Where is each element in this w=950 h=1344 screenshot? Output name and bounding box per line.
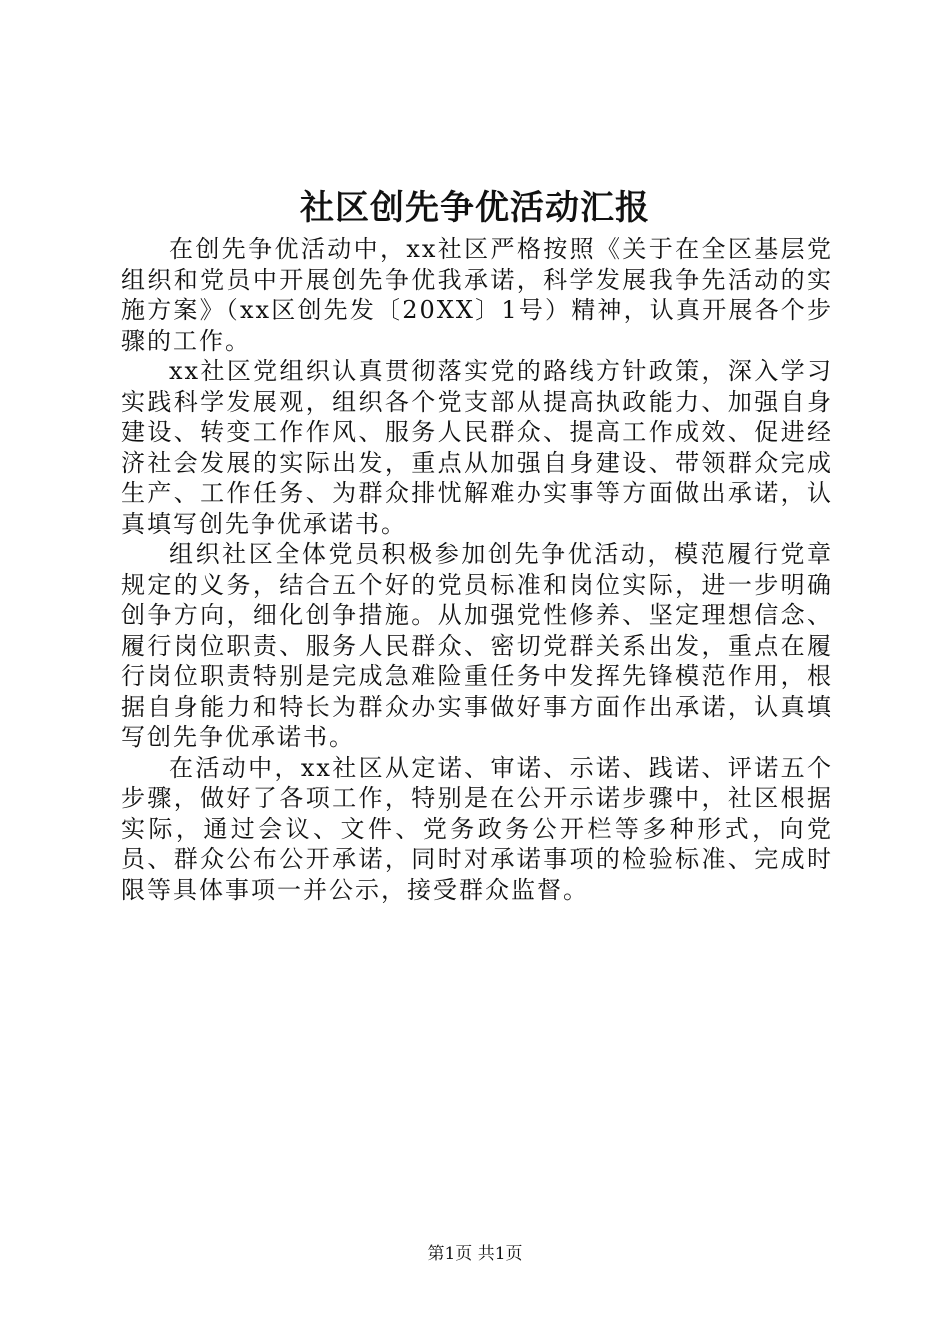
document-body	[121, 234, 833, 905]
paragraph-2: xx社区党组织认真贯彻落实党的路线方针政策，深入学习实践科学发展观，组织各个党支部从提高执政能力、加强自身建设、转变工作作风、服务人民群众、提高工作成效、促进经济社会发展的实际出发，重点从加强自身建设、带领群众完成生产、工作任务、为群众排忧解难办实事等方面做出承诺，认真填写创先争优承诺书。	[121, 357, 833, 538]
paragraph-3: 组织社区全体党员积极参加创先争优活动，模范履行党章规定的义务，结合五个好的党员标准和岗位实际，进一步明确创争方向，细化创争措施。从加强党性修养、坚定理想信念、履行岗位职责、服务人民群众、密切党群关系出发，重点在履行岗位职责特别是完成急难险重任务中发挥先锋模范作用，根据自身能力和特长为群众办实事做好事方面作出承诺，认真填写创先争优承诺书。	[121, 540, 833, 751]
paragraph-1: 在创先争优活动中，xx社区严格按照《关于在全区基层党组织和党员中开展创先争优我承诺，科学发展我争先活动的实施方案》（xx区创先发〔20XX〕1号）精神，认真开展各个步骤的工作。	[121, 235, 833, 355]
page-footer: 第1页 共1页	[427, 1244, 523, 1264]
paragraph-4: 在活动中，xx社区从定诺、审诺、示诺、践诺、评诺五个步骤，做好了各项工作，特别是在公开示诺步骤中，社区根据实际，通过会议、文件、党务政务公开栏等多种形式，向党员、群众公布公开承诺，同时对承诺事项的检验标准、完成时限等具体事项一并公示，接受群众监督。	[121, 753, 833, 904]
document-title: 社区创先争优活动汇报	[300, 188, 650, 228]
